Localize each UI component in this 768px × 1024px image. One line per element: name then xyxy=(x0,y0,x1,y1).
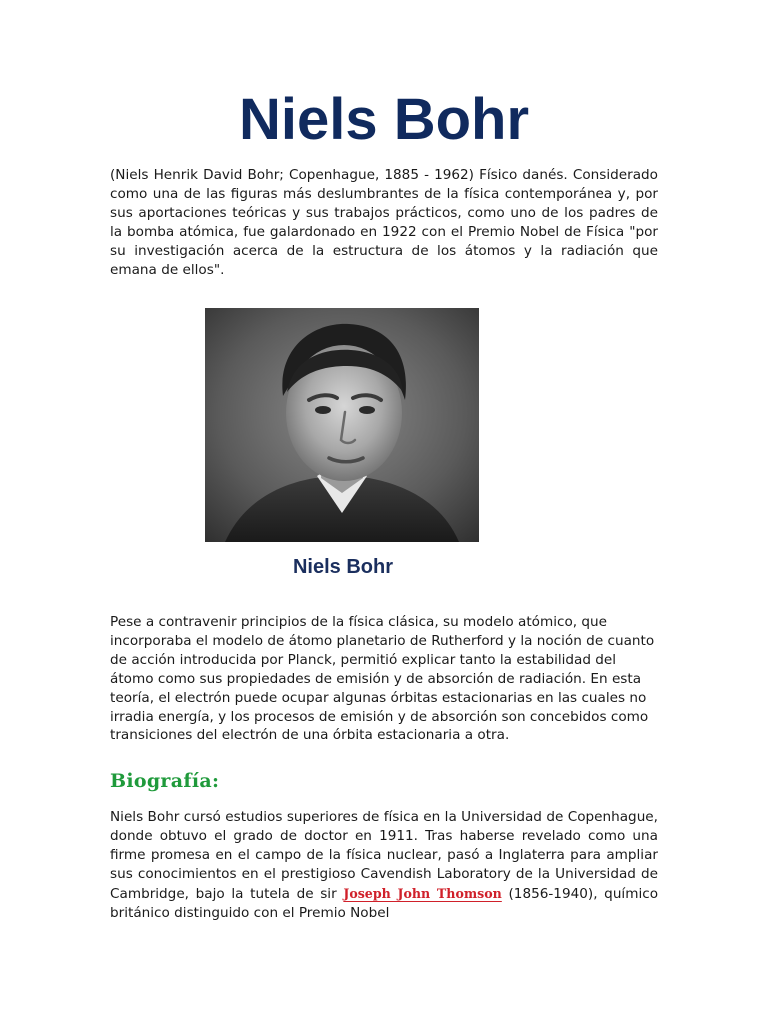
portrait-caption: Niels Bohr xyxy=(292,556,394,578)
portrait-photo xyxy=(205,308,479,542)
biography-heading: Biografía: xyxy=(110,770,220,792)
biography-paragraph xyxy=(110,808,658,924)
thomson-link[interactable]: Joseph John Thomson xyxy=(343,886,502,902)
biography-text-end: (1856-1940), químico británico distinguido con el Premio Nobel xyxy=(110,886,659,922)
atomic-model-paragraph: Pese a contravenir principios de la física clásica, su modelo atómico, que incorporaba el modelo de átomo planetario de Rutherford y la noción de cuanto de acción introducida por Planck, permitió explicar tanto la estabilidad del átomo como sus propiedades de emisión y de absorción de radiación. En esta teoría, el electrón puede ocupar algunas órbitas estacionarias en las cuales no irradia energía, y los procesos de emisión y de absorción son concebidos como transiciones del electrón de una órbita estacionaria a otra. xyxy=(110,614,655,744)
page-title: Niels Bohr xyxy=(238,87,530,152)
biography-text-start: Niels Bohr cursó estudios superiores de física en la Universidad de Copenhague, donde obtuvo el grado de doctor en 1911. Tras haberse revelado como una firme promesa en el campo de la física nuclear, pasó a Inglaterra para ampliar sus conocimientos en el prestigioso Cavendish Laboratory de la Universidad de Cambridge, bajo la tutela de sir xyxy=(110,809,658,903)
intro-paragraph: (Niels Henrik David Bohr; Copenhague, 1885 - 1962) Físico danés. Considerado como una de las figuras más deslumbrantes de la física contemporánea y, por sus aportaciones teóricas y sus trabajos prácticos, como uno de los padres de la bomba atómica, fue galardonado en 1922 con el Premio Nobel de Física "por su investigación acerca de la estructura de los átomos y la radiación que emana de ellos". xyxy=(110,167,658,279)
